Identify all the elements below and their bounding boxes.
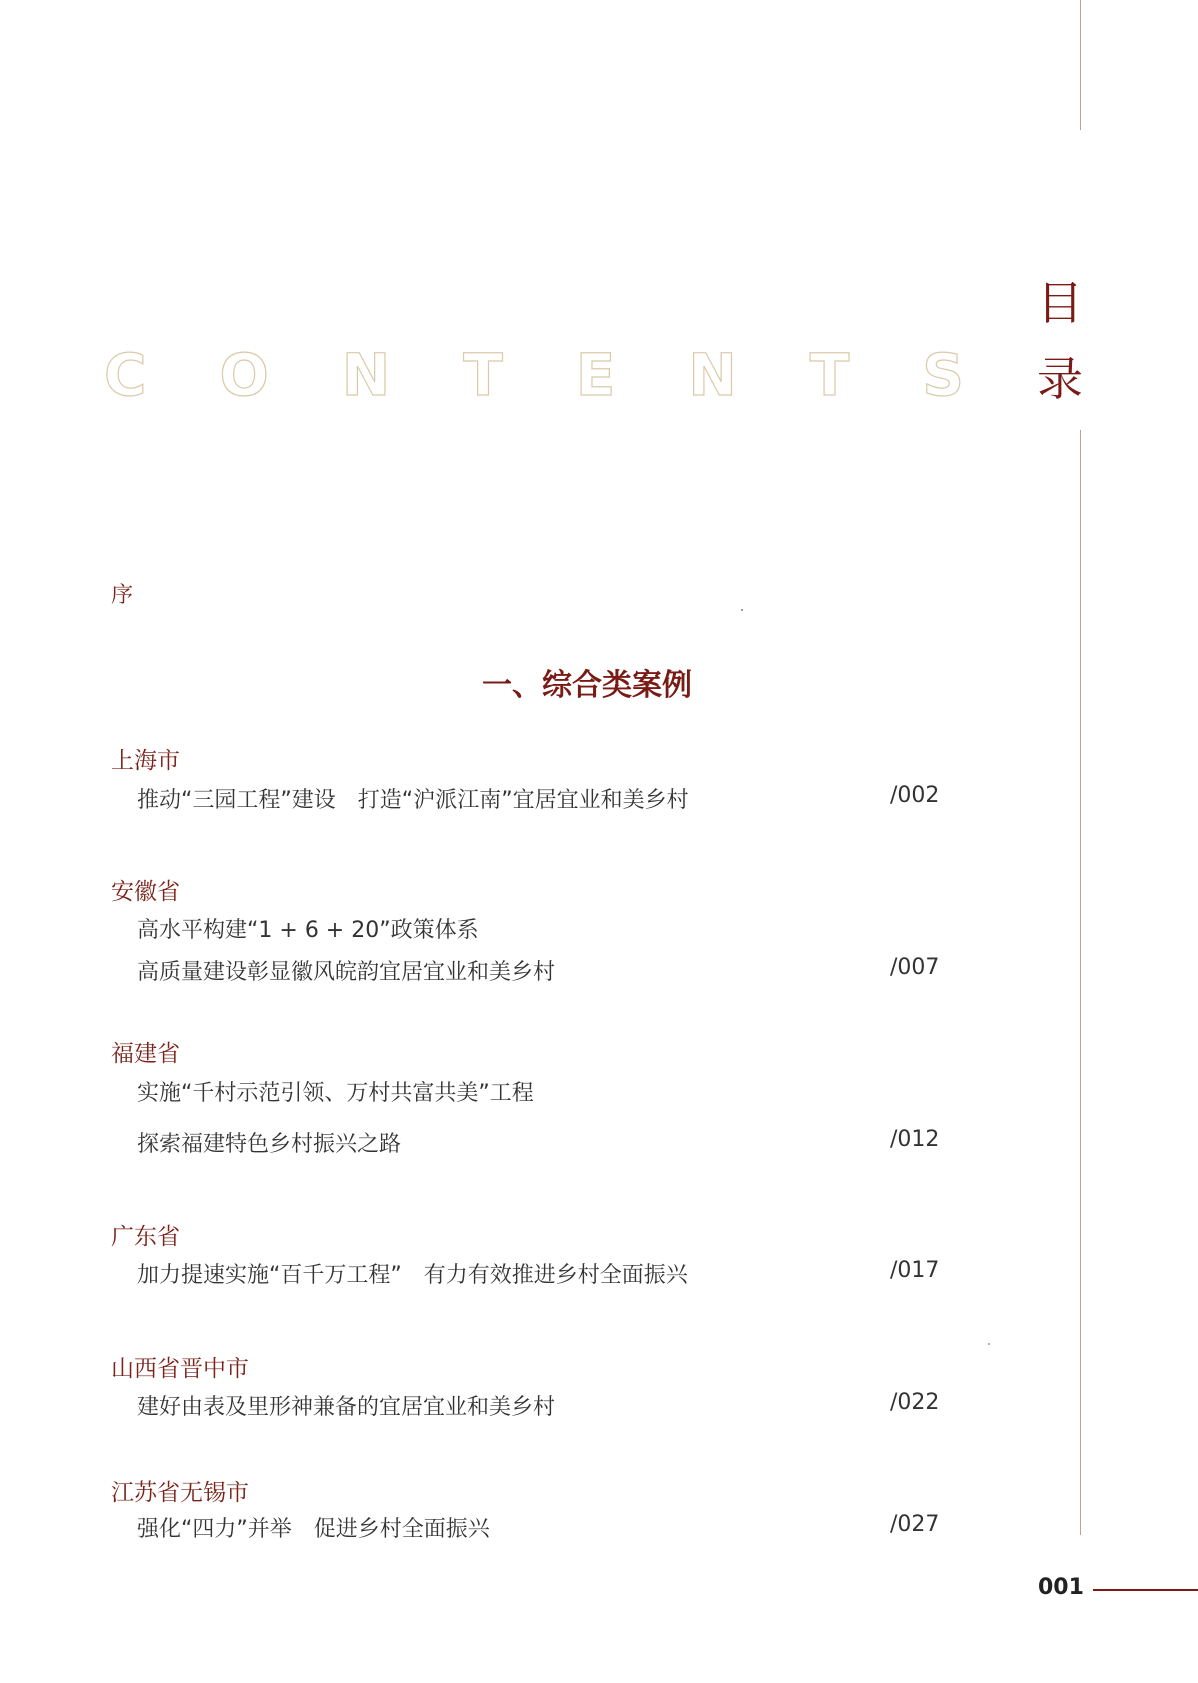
toc-entry[interactable]: 加力提速实施“百千万工程” 有力有效推进乡村全面振兴	[137, 1263, 688, 1288]
toc-region-heading: 山西省晋中市	[111, 1356, 249, 1382]
toc-region-heading: 江苏省无锡市	[111, 1480, 249, 1506]
page-number: 001	[1038, 1575, 1084, 1600]
print-speck	[741, 609, 743, 611]
toc-entry[interactable]: 推动“三园工程”建设 打造“沪派江南”宜居宜业和美乡村	[137, 788, 689, 813]
toc-region-heading: 安徽省	[111, 879, 180, 905]
toc-page-number[interactable]: /022	[890, 1390, 940, 1415]
contents-letter: T	[463, 341, 503, 409]
toc-page-number[interactable]: /017	[890, 1258, 940, 1283]
toc-page-number[interactable]: /007	[890, 955, 940, 980]
toc-entry[interactable]: 强化“四力”并举 促进乡村全面振兴	[137, 1517, 490, 1542]
toc-region-heading: 广东省	[111, 1224, 180, 1250]
preface-link[interactable]: 序	[111, 583, 134, 608]
print-speck	[988, 1343, 990, 1345]
toc-entry[interactable]: 高水平构建“1 + 6 + 20”政策体系	[137, 918, 479, 943]
contents-letter: E	[575, 341, 616, 409]
toc-entry[interactable]: 实施“千村示范引领、万村共富共美”工程	[137, 1081, 534, 1106]
contents-letter: C	[104, 341, 147, 409]
margin-rule-bottom	[1080, 430, 1081, 1535]
toc-entry[interactable]: 高质量建设彰显徽风皖韵宜居宜业和美乡村	[137, 960, 556, 985]
contents-letter: O	[219, 341, 269, 409]
toc-entry[interactable]: 探索福建特色乡村振兴之路	[137, 1132, 402, 1157]
contents-letter: N	[341, 341, 391, 409]
contents-letter: N	[688, 341, 737, 409]
margin-rule-top	[1080, 0, 1081, 130]
contents-banner	[104, 340, 964, 410]
contents-letter: T	[809, 341, 850, 409]
toc-entry[interactable]: 建好由表及里形神兼备的宜居宜业和美乡村	[137, 1395, 556, 1420]
toc-region-heading: 上海市	[111, 748, 180, 774]
page-title	[1030, 265, 1090, 417]
toc-region-heading: 福建省	[111, 1041, 180, 1067]
toc-page-number[interactable]: /012	[890, 1127, 940, 1152]
section-heading: 一、综合类案例	[482, 668, 692, 703]
title-char: 目	[1037, 276, 1083, 330]
contents-letter: S	[922, 341, 964, 409]
toc-page-number[interactable]: /027	[890, 1512, 940, 1537]
title-char: 录	[1037, 352, 1083, 406]
page-number-rule	[1093, 1589, 1198, 1591]
toc-page-number[interactable]: /002	[890, 783, 940, 808]
